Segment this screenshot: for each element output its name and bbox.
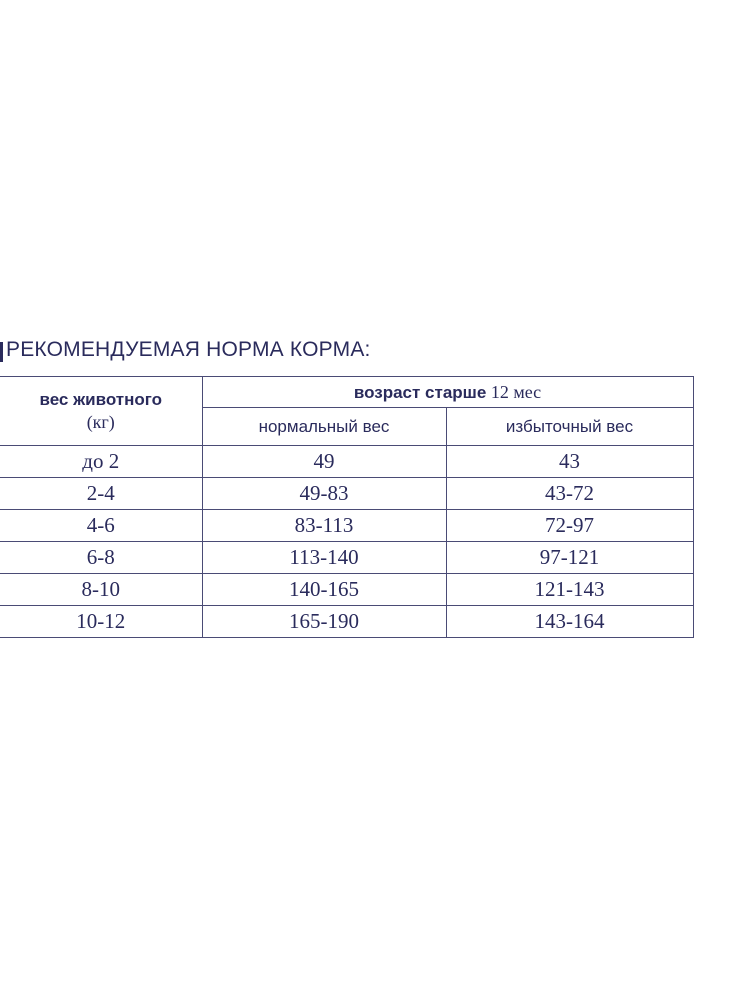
cell-normal-weight: 49-83 bbox=[202, 478, 446, 510]
cell-over-weight: 72-97 bbox=[446, 510, 693, 542]
header-weight-unit: (кг) bbox=[86, 412, 115, 432]
table-header bbox=[0, 377, 693, 446]
cell-normal-weight: 49 bbox=[202, 446, 446, 478]
header-age-label: возраст старше bbox=[353, 382, 487, 402]
table-row bbox=[0, 574, 693, 606]
header-animal-weight bbox=[0, 377, 202, 446]
table-row bbox=[0, 478, 693, 510]
cell-normal-weight: 165-190 bbox=[202, 606, 446, 638]
cell-normal-weight: 83-113 bbox=[202, 510, 446, 542]
header-over-weight: избыточный вес bbox=[446, 408, 693, 446]
cell-over-weight: 43-72 bbox=[446, 478, 693, 510]
header-age-value: 12 мес bbox=[490, 381, 542, 402]
cell-over-weight: 43 bbox=[446, 446, 693, 478]
header-weight-label: вес животного bbox=[39, 390, 163, 409]
table-body bbox=[0, 446, 693, 638]
cell-weight: 10-12 bbox=[0, 606, 202, 638]
cell-weight: 6-8 bbox=[0, 542, 202, 574]
page-title: РЕКОМЕНДУЕМАЯ НОРМА КОРМА: bbox=[6, 338, 371, 361]
cell-over-weight: 121-143 bbox=[446, 574, 693, 606]
title-accent-bar bbox=[0, 342, 3, 362]
cell-over-weight: 143-164 bbox=[446, 606, 693, 638]
table-row bbox=[0, 606, 693, 638]
table-row bbox=[0, 510, 693, 542]
table-row bbox=[0, 542, 693, 574]
cell-weight: 4-6 bbox=[0, 510, 202, 542]
cell-weight: до 2 bbox=[0, 446, 202, 478]
header-age-group bbox=[202, 377, 693, 408]
cell-over-weight: 97-121 bbox=[446, 542, 693, 574]
header-normal-weight: нормальный вес bbox=[202, 408, 446, 446]
feeding-norm-table bbox=[0, 376, 694, 638]
cell-weight: 8-10 bbox=[0, 574, 202, 606]
cell-normal-weight: 140-165 bbox=[202, 574, 446, 606]
cell-weight: 2-4 bbox=[0, 478, 202, 510]
cell-normal-weight: 113-140 bbox=[202, 542, 446, 574]
table-row bbox=[0, 446, 693, 478]
